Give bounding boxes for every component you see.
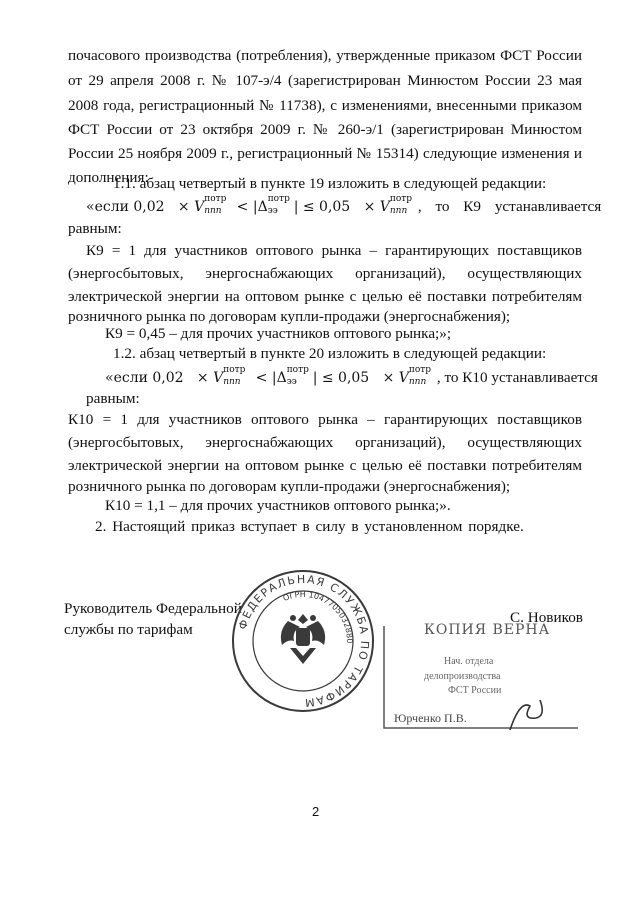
signer-name: С. Новиков bbox=[510, 609, 583, 626]
delta-symbol: Δ bbox=[276, 370, 287, 386]
v-symbol: V bbox=[213, 370, 224, 386]
v-subscript: ппп bbox=[223, 377, 241, 387]
formula-2-suffix: , то К10 устанавливается bbox=[436, 369, 598, 386]
official-seal bbox=[228, 566, 378, 716]
copy-stamp-signer: Юрченко П.В. bbox=[394, 711, 467, 725]
v-superscript: потр bbox=[204, 194, 227, 204]
v-symbol: V bbox=[398, 370, 409, 386]
text-line: (энергосбытовых, энергоснабжающих организаций), осуществляющих bbox=[68, 434, 582, 451]
item-1-1-title: 1.1. абзац четвертый в пункте 19 изложить в следующей редакции: bbox=[113, 175, 547, 192]
text-line: электрической энергии на оптовом рынке с целью её поставки потребителям bbox=[68, 288, 582, 305]
signer-position-line2: службы по тарифам bbox=[64, 621, 193, 638]
copy-stamp-line1: Нач. отдела bbox=[444, 656, 494, 667]
formula-1-prefix: «если 0,02 bbox=[86, 199, 165, 215]
text-line: 2008 года, регистрационный № 11738), с изменениями, внесенными приказом bbox=[68, 97, 582, 114]
text-line: К10 = 1 для участников оптового рынка – гарантирующих поставщиков bbox=[68, 411, 582, 428]
copy-stamp-line2: делопроизводства bbox=[424, 671, 501, 682]
formula-2-mid: ≤ 0,05 bbox=[321, 370, 370, 386]
delta-symbol: Δ bbox=[257, 199, 268, 215]
handwritten-signature bbox=[510, 700, 542, 730]
copy-stamp-title: КОПИЯ ВЕРНА bbox=[424, 622, 551, 638]
v-subscript: ппп bbox=[204, 206, 222, 216]
text-line: розничного рынка по договорам купли-продажи (энергоснабжения); bbox=[68, 308, 511, 325]
eagle-emblem-icon bbox=[281, 614, 325, 664]
k9-second: К9 = 0,45 – для прочих участников оптового рынка;»; bbox=[105, 325, 452, 342]
v-superscript: потр bbox=[408, 365, 432, 375]
text-line: России 25 ноября 2009 г., регистрационный № 15314) следующие изменения и bbox=[68, 145, 582, 162]
text-line: равным: bbox=[86, 390, 140, 407]
text-line: К9 = 1 для участников оптового рынка – гарантирующих поставщиков bbox=[86, 242, 582, 259]
seal-ring-text: ФЕДЕРАЛЬНАЯ СЛУЖБА ПО ТАРИФАМ bbox=[236, 572, 372, 710]
v-symbol: V bbox=[379, 199, 390, 215]
v-symbol: V bbox=[194, 199, 205, 215]
k10-second: К10 = 1,1 – для прочих участников оптового рынка;». bbox=[105, 497, 451, 514]
text-line: (энергосбытовых, энергоснабжающих организаций), осуществляющих bbox=[68, 265, 582, 282]
delta-superscript: потр bbox=[267, 194, 290, 204]
text-line: ФСТ России от 23 октября 2009 г. № 260-э/1 (зарегистрирован Минюстом bbox=[68, 121, 582, 138]
delta-subscript: ээ bbox=[286, 377, 297, 387]
formula-1-mid: ≤ 0,05 bbox=[302, 199, 351, 215]
v-superscript: потр bbox=[389, 194, 413, 204]
formula-1: «если 0,02 × V потр ппп < |Δ потр ээ | ≤ 0,05 × V потр ппп , то К9 устанавливается bbox=[86, 197, 582, 217]
item-1-2-title: 1.2. абзац четвертый в пункте 20 изложить в следующей редакции: bbox=[113, 345, 547, 362]
text-line: электрической энергии на оптовом рынке с целью её поставки потребителям bbox=[68, 457, 582, 474]
item-2: 2. Настоящий приказ вступает в силу в установленном порядке. bbox=[95, 518, 524, 535]
delta-subscript: ээ bbox=[267, 206, 278, 216]
text-line: почасового производства (потребления), утвержденные приказом ФСТ России bbox=[68, 47, 582, 64]
formula-1-suffix: , то К9 устанавливается bbox=[417, 198, 602, 215]
v-subscript: ппп bbox=[389, 206, 408, 216]
text-line: от 29 апреля 2008 г. № 107-э/4 (зарегистрирован Минюстом России 23 мая bbox=[68, 72, 582, 89]
text-line: розничного рынка по договорам купли-продажи (энергоснабжения); bbox=[68, 478, 511, 495]
seal-ogrn-text: ОГРН 1047705032880 bbox=[281, 589, 355, 644]
v-subscript: ппп bbox=[408, 377, 427, 387]
delta-superscript: потр bbox=[286, 365, 309, 375]
formula-2-prefix: «если 0,02 bbox=[105, 370, 184, 386]
copy-certification-stamp bbox=[378, 618, 584, 736]
v-superscript: потр bbox=[223, 365, 246, 375]
signer-position-line1: Руководитель Федеральной bbox=[64, 600, 242, 617]
formula-2: «если 0,02 × V потр ппп < |Δ потр ээ | ≤ 0,05 × V потр ппп , то К10 устанавливается bbox=[105, 368, 582, 388]
page-number: 2 bbox=[312, 804, 320, 819]
text-line: равным: bbox=[68, 220, 122, 237]
copy-stamp-line3: ФСТ России bbox=[448, 685, 502, 696]
text-line: дополнения: bbox=[68, 169, 149, 186]
